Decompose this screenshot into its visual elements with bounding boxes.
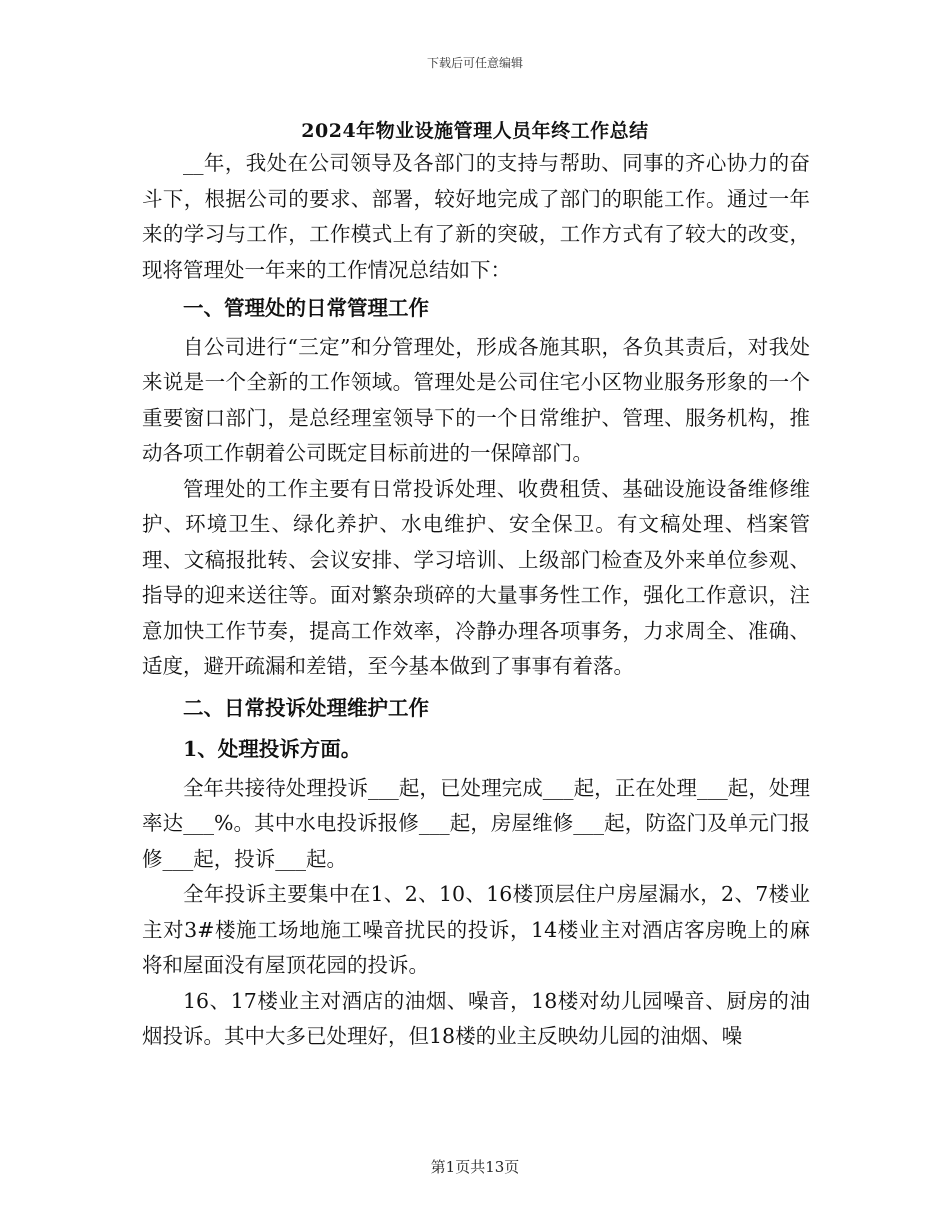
document-body <box>142 146 810 1055</box>
section-2-paragraph-3: 16、17楼业主对酒店的油烟、噪音，18楼对幼儿园噪音、厨房的油烟投诉。其中大多已处理好，但18楼的业主反映幼儿园的油烟、噪 <box>142 988 810 1048</box>
document-title: 2024年物业设施管理人员年终工作总结 <box>301 120 649 142</box>
section-1-heading: 一、管理处的日常管理工作 <box>183 296 429 320</box>
section-1-paragraph-1: 自公司进行“三定”和分管理处，形成各施其职，各负其责后，对我处来说是一个全新的工作领域。管理处是公司住宅小区物业服务形象的一个重要窗口部门，是总经理室领导下的一个日常维护、管理、服务机构，推动各项工作朝着公司既定目标前进的一保障部门。 <box>142 334 810 465</box>
section-2-paragraph-2: 全年投诉主要集中在1、2、10、16楼顶层住户房屋漏水，2、7楼业主对3#楼施工场地施工噪音扰民的投诉，14楼业主对酒店客房晚上的麻将和屋面没有屋顶花园的投诉。 <box>142 882 810 977</box>
section-2-heading: 二、日常投诉处理维护工作 <box>183 695 429 720</box>
header-note: 下载后可任意编辑 <box>426 56 523 70</box>
intro-paragraph: __年，我处在公司领导及各部门的支持与帮助、同事的齐心协力的奋斗下，根据公司的要求、部署，较好地完成了部门的职能工作。通过一年来的学习与工作，工作模式上有了新的突破，工作方式有了较大的改变，现将管理处一年来的工作情况总结如下： <box>142 151 810 282</box>
section-2-paragraph-1: 全年共接待处理投诉___起，已处理完成___起，正在处理___起，处理率达___%。其中水电投诉报修___起，房屋维修___起，防盗门及单元门报修___起，投诉___起。 <box>142 775 810 871</box>
section-1-paragraph-2: 管理处的工作主要有日常投诉处理、收费租赁、基础设施设备维修维护、环境卫生、绿化养护、水电维护、安全保卫。有文稿处理、档案管理、文稿报批转、会议安排、学习培训、上级部门检查及外来单位参观、指导的迎来送往等。面对繁杂琐碎的大量事务性工作，强化工作意识，注意加快工作节奏，提高工作效率，冷静办理各项事务，力求周全、准确、适度，避开疏漏和差错，至今基本做到了事事有着落。 <box>142 476 810 678</box>
section-2-subheading-1: 1、处理投诉方面。 <box>183 737 362 761</box>
page-footer: 第1页共13页 <box>430 1158 520 1176</box>
